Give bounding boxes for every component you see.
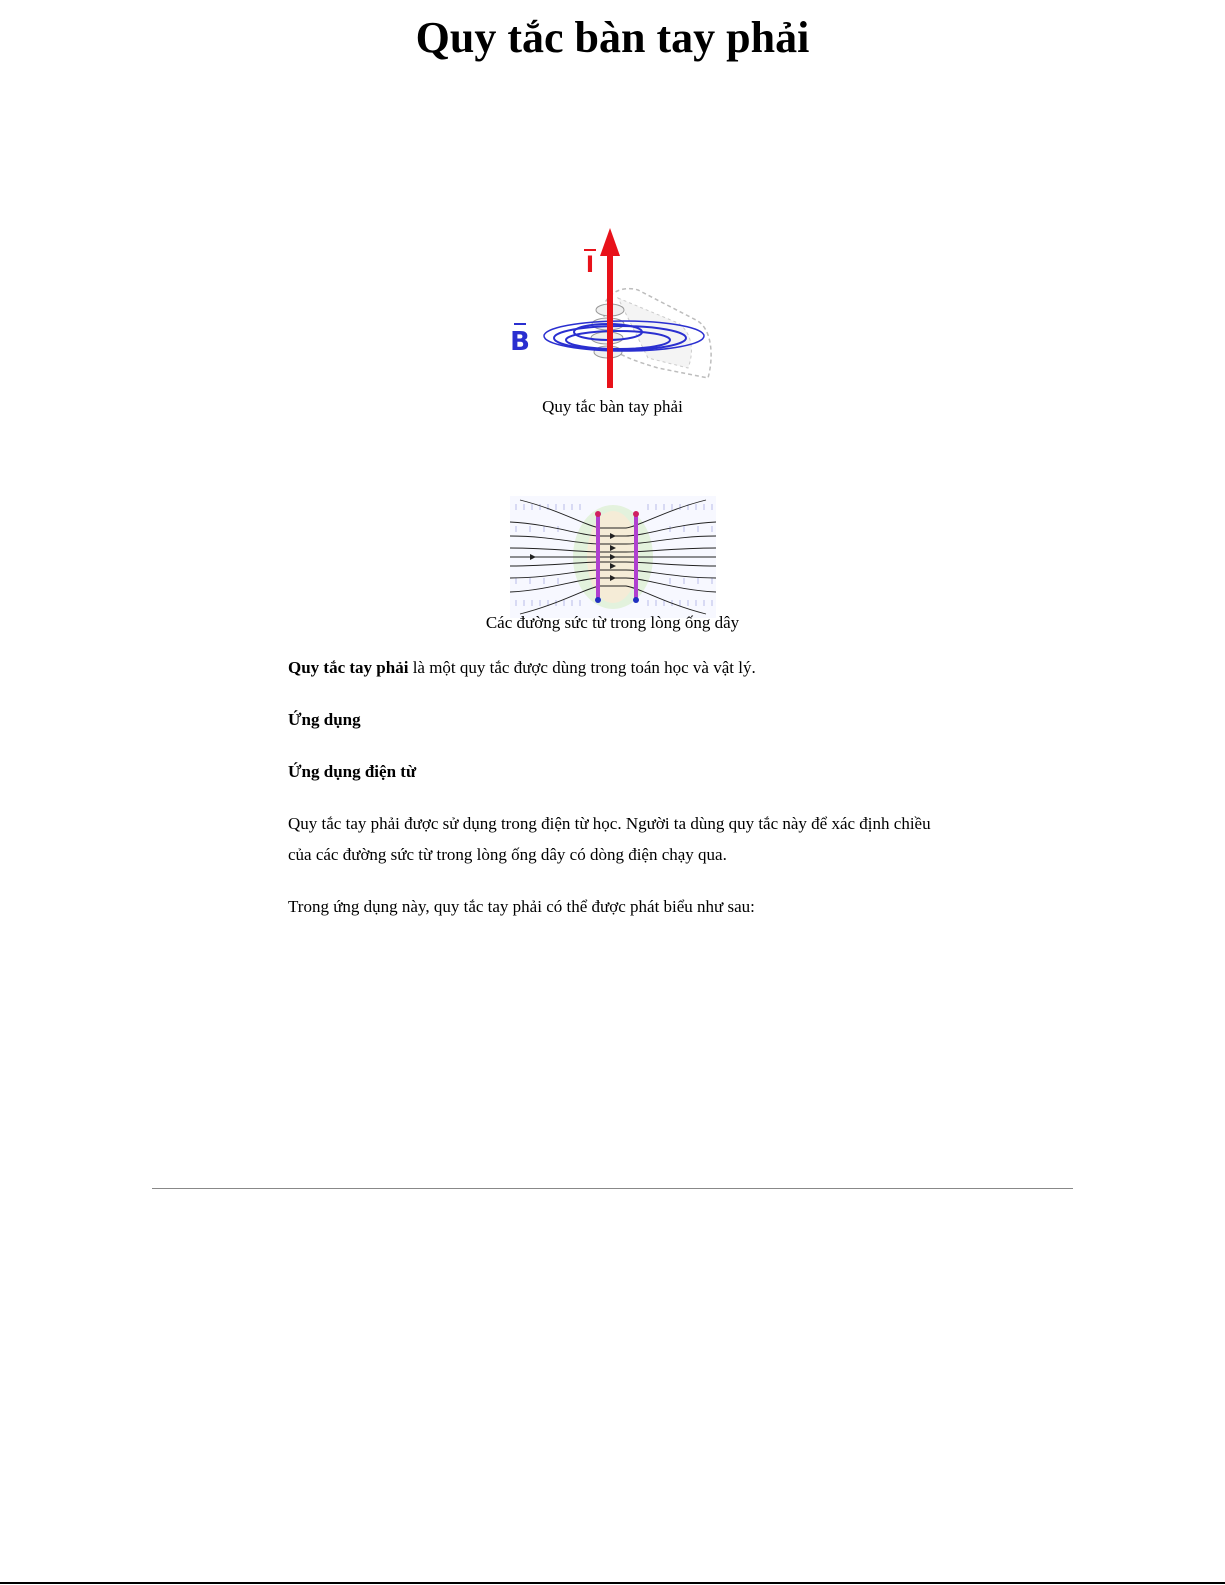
intro-rest: là một quy tắc được dùng trong toán học và vật lý. [408, 658, 756, 677]
right-hand-rule-figure [0, 228, 1225, 388]
current-label: I [585, 253, 594, 278]
intro-paragraph [288, 652, 948, 683]
article-body [288, 652, 948, 943]
section-heading-ung-dung: Ứng dụng [288, 710, 361, 729]
intro-bold-term: Quy tắc tay phải [288, 658, 409, 677]
figure-1-caption: Quy tắc bàn tay phải [542, 397, 683, 416]
field-label: B [509, 327, 530, 357]
paragraph-statement: Trong ứng dụng này, quy tắc tay phải có thể được phát biểu như sau: [288, 897, 755, 916]
current-arrow-head [600, 228, 620, 256]
paragraph-electromagnetism: Quy tắc tay phải được sử dụng trong điện từ học. Người ta dùng quy tắc này để xác định chiều của các đường sức từ trong lòng ống dây có dòng điện chạy qua. [288, 814, 931, 864]
page-title: Quy tắc bàn tay phải [415, 13, 810, 62]
section-heading-dien-tu: Ứng dụng điện từ [288, 762, 417, 781]
solenoid-field-image [510, 496, 716, 618]
footer-divider [152, 1188, 1073, 1189]
page-bottom-border [0, 1582, 1225, 1584]
solenoid-figure [0, 496, 1225, 618]
right-hand-rule-image [508, 228, 718, 388]
figure-2-caption: Các đường sức từ trong lòng ống dây [485, 613, 740, 632]
